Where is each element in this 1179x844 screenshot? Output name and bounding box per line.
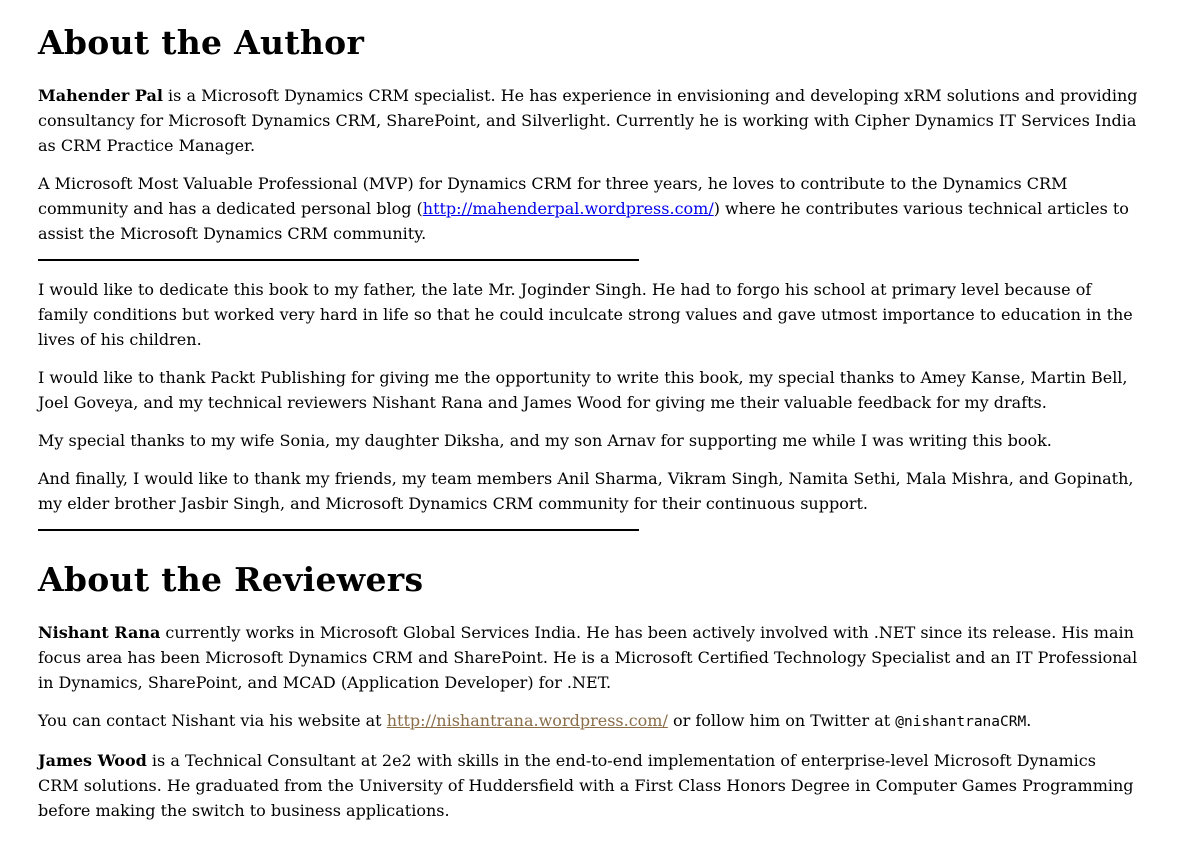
paragraph-text: My special thanks to my wife Sonia, my daughter Diksha, and my son Arnav for supporting me while I was writing this book. [38, 430, 1052, 450]
author-blog-paragraph [38, 171, 1141, 246]
paragraph-text: . [1026, 710, 1032, 730]
visited-hyperlink[interactable]: http://nishantrana.wordpress.com/ [386, 710, 668, 730]
acknowledgements-family-paragraph [38, 428, 1141, 453]
person-name-bold: Mahender Pal [38, 85, 163, 105]
person-name-bold: James Wood [38, 750, 147, 770]
paragraph-text: A Microsoft Most Valuable Professional (MVP) for Dynamics CRM for three years, he loves to contribute to the Dynamics CRM community and has a dedicated personal blog ( [38, 173, 1068, 218]
person-name-bold: Nishant Rana [38, 622, 161, 642]
paragraph-text: currently works in Microsoft Global Services India. He has been actively involved with .NET since its release. His main focus area has been Microsoft Dynamics CRM and SharePoint. He is a Microsoft Certified Technology Specialist and an IT Professional in Dynamics, SharePoint, and MCAD (Application Developer) for .NET. [38, 622, 1138, 692]
about-the-author-heading: About the Author [38, 23, 365, 62]
paragraph-text: ) where he contributes various technical articles to assist the Microsoft Dynamics CRM community. [38, 198, 1129, 243]
paragraph-text: is a Microsoft Dynamics CRM specialist. He has experience in envisioning and developing xRM solutions and providing consultancy for Microsoft Dynamics CRM, SharePoint, and Silverlight. Currently he is working with Cipher Dynamics IT Services India as CRM Practice Manager. [38, 85, 1138, 155]
paragraph-text: You can contact Nishant via his website at [38, 710, 387, 730]
twitter-handle: @nishantranaCRM [895, 713, 1027, 730]
section-divider [38, 529, 639, 531]
reviewer-nishant-contact-paragraph [38, 708, 1141, 735]
hyperlink[interactable]: http://mahenderpal.wordpress.com/ [422, 198, 714, 218]
about-the-reviewers-heading: About the Reviewers [38, 559, 424, 599]
author-bio-paragraph [38, 83, 1141, 158]
paragraph-text: I would like to dedicate this book to my father, the late Mr. Joginder Singh. He had to forgo his school at primary level because of family conditions but worked very hard in life so that he could inculcate strong values and gave utmost importance to education in the lives of his children. [38, 279, 1133, 349]
paragraph-text: And finally, I would like to thank my friends, my team members Anil Sharma, Vikram Singh, Namita Sethi, Mala Mishra, and Gopinath, my elder brother Jasbir Singh, and Microsoft Dynamics CRM community for their continuous support. [38, 468, 1134, 513]
reviewer-nishant-bio-paragraph [38, 620, 1141, 695]
dedication-paragraph [38, 277, 1141, 352]
acknowledgements-friends-paragraph [38, 466, 1141, 516]
paragraph-text: or follow him on Twitter at [667, 710, 896, 730]
acknowledgements-publisher-paragraph [38, 365, 1141, 415]
paragraph-text: I would like to thank Packt Publishing for giving me the opportunity to write this book, my special thanks to Amey Kanse, Martin Bell, Joel Goveya, and my technical reviewers Nishant Rana and James Wood for giving me their valuable feedback for my drafts. [38, 367, 1128, 412]
section-divider [38, 259, 639, 261]
reviewer-james-bio-paragraph [38, 748, 1141, 823]
paragraph-text: is a Technical Consultant at 2e2 with skills in the end-to-end implementation of enterprise-level Microsoft Dynamics CRM solutions. He graduated from the University of Huddersfield with a First Class Honors Degree in Computer Games Programming before making the switch to business applications. [38, 750, 1134, 820]
